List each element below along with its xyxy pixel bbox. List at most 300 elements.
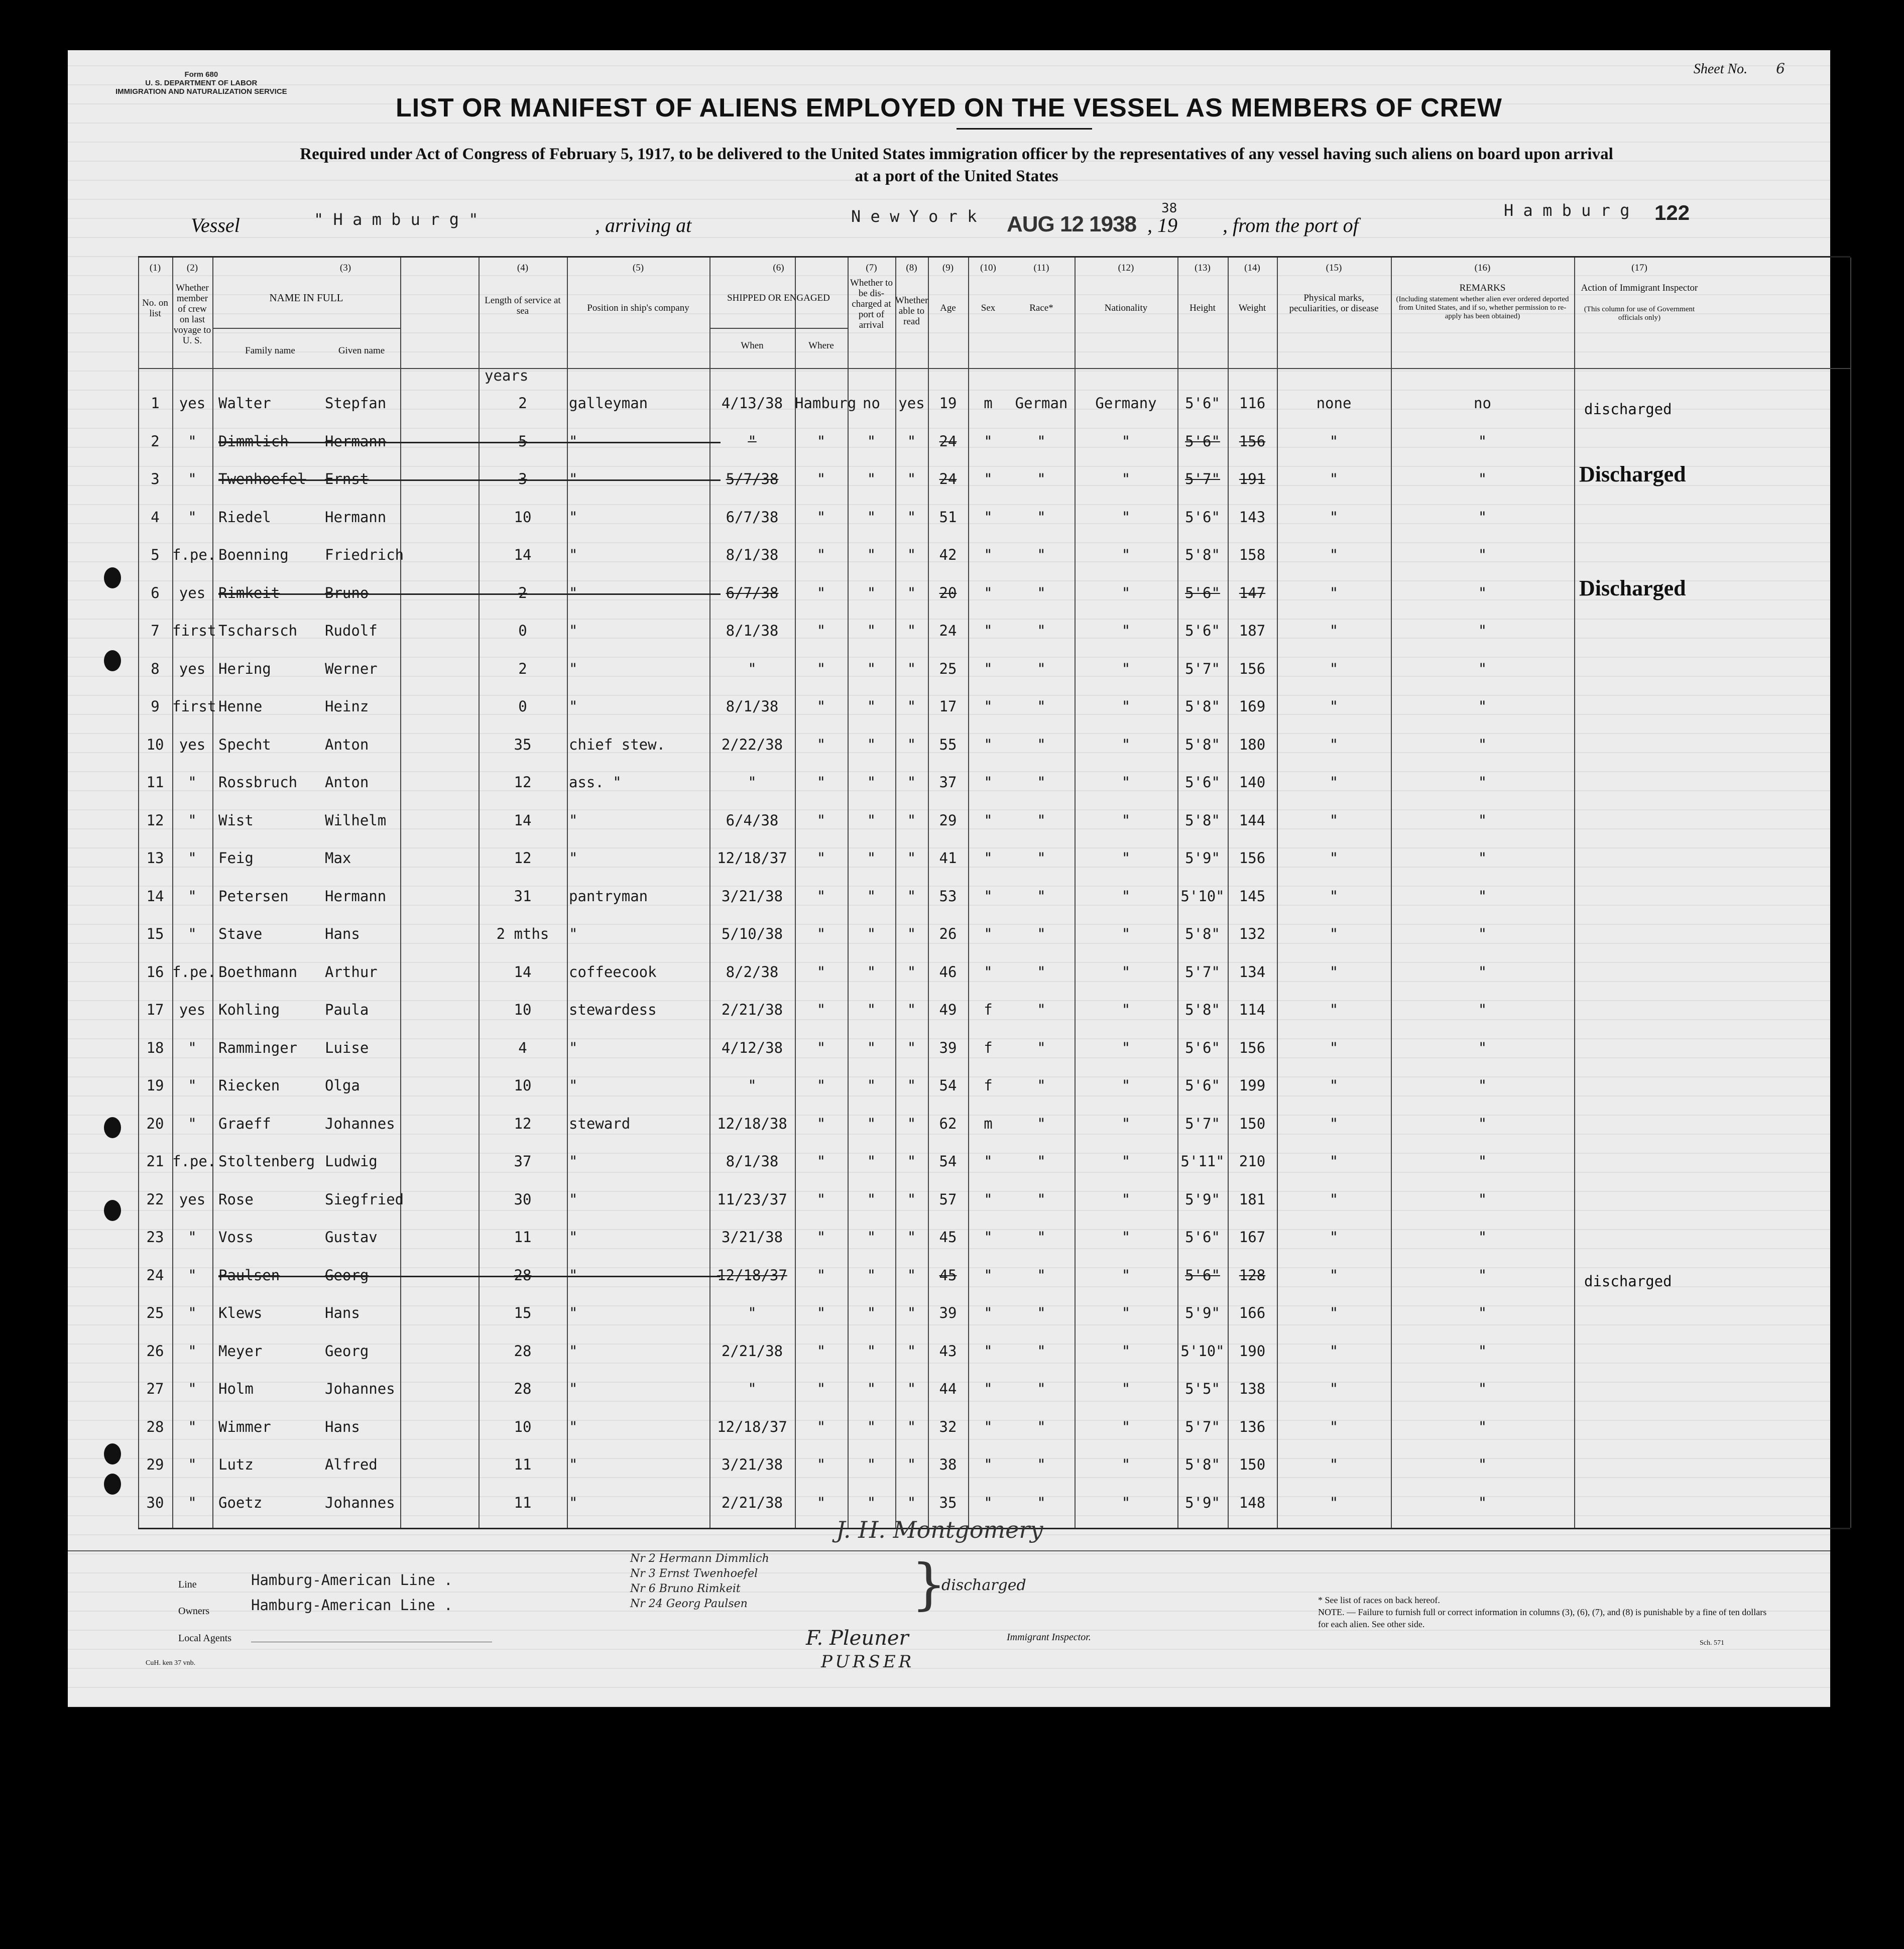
cell-nat: " (1121, 698, 1131, 715)
cell-where: Hamburg (795, 395, 857, 412)
note-penalty: NOTE. — Failure to furnish full or correct information in columns (3), (6), (7), and (8) is punishable by a fine of ten dollars for each alien. See other side. (1318, 1607, 1767, 1629)
cell-rem: " (1478, 1153, 1487, 1170)
cell-where: " (816, 1190, 826, 1208)
cell-wt: 138 (1239, 1380, 1266, 1397)
table-row (138, 992, 1850, 1029)
cell-read: " (907, 963, 916, 981)
cell-marks: " (1329, 1494, 1339, 1511)
cell-marks: " (1329, 1266, 1339, 1284)
footer-owners-value: Hamburg-American Line . (251, 1597, 453, 1614)
hand-note-2: Nr 3 Ernst Twenhoefel (630, 1567, 758, 1580)
cell-age: 44 (939, 1380, 957, 1397)
cell-giv: Hans (325, 1304, 360, 1321)
cell-sex: " (984, 925, 993, 942)
cell-len: 28 (514, 1380, 532, 1397)
inspector-action: Discharged (1579, 575, 1686, 600)
col-num-10: (10) (980, 263, 996, 273)
cell-wt: 210 (1239, 1153, 1266, 1170)
subtitle (118, 143, 1795, 187)
cell-wt: 156 (1239, 849, 1266, 867)
header-remarks-note: (Including statement whether alien ever ordered deported from United States, and if so, whether permission to re-apply has been obtained) (1396, 295, 1569, 320)
cell-len: 0 (518, 622, 527, 639)
cell-sex: " (984, 1456, 993, 1473)
footer-rule (68, 1550, 1830, 1551)
cell-read: " (907, 1418, 916, 1435)
cell-fam: Boenning (218, 546, 289, 563)
cell-sex: " (984, 1304, 993, 1321)
cell-len: 10 (514, 1001, 532, 1018)
cell-wt: 134 (1239, 963, 1266, 981)
sheet-number-label: Sheet No. (1693, 61, 1748, 77)
cell-nat: Germany (1095, 395, 1157, 412)
cell-sex: " (984, 1418, 993, 1435)
cell-ht: 5'8" (1185, 546, 1220, 563)
cell-pos: " (569, 546, 578, 563)
cell-where: " (816, 849, 826, 867)
cell-read: " (907, 1077, 916, 1094)
cell-len: 12 (514, 1115, 532, 1132)
cell-pos: " (569, 811, 578, 829)
hand-note-3: Nr 6 Bruno Rimkeit (630, 1582, 741, 1595)
cell-marks: " (1329, 508, 1339, 526)
cell-fam: Rose (218, 1190, 254, 1208)
cell-marks: " (1329, 698, 1339, 715)
cell-prev: f.pe. (172, 1153, 216, 1170)
table-row (138, 1333, 1850, 1371)
cell-read: " (907, 774, 916, 791)
cell-when: 2/21/38 (721, 1342, 783, 1360)
cell-len: 28 (514, 1342, 532, 1360)
cell-marks: " (1329, 1001, 1339, 1018)
table-row (138, 1068, 1850, 1105)
cell-age: 26 (939, 925, 957, 942)
cell-n: 7 (151, 622, 160, 639)
cell-when: 12/18/38 (717, 1115, 787, 1132)
cell-nat: " (1121, 1229, 1131, 1246)
print-code: CuH. ken 37 vnb. (146, 1659, 196, 1667)
cell-marks: " (1329, 1115, 1339, 1132)
cell-sex: m (984, 1115, 993, 1132)
table-row (138, 386, 1850, 423)
hand-note-1: Nr 2 Hermann Dimmlich (630, 1552, 769, 1565)
cell-wt: 150 (1239, 1115, 1266, 1132)
inspector-action: discharged (1584, 1272, 1672, 1290)
cell-read: " (907, 584, 916, 601)
cell-giv: Arthur (325, 963, 378, 981)
cell-len: 15 (514, 1304, 532, 1321)
cell-fam: Holm (218, 1380, 254, 1397)
cell-when: 12/18/37 (717, 1418, 787, 1435)
cell-wt: 132 (1239, 925, 1266, 942)
cell-len: 12 (514, 849, 532, 867)
cell-n: 16 (146, 963, 164, 981)
cell-race: " (1037, 508, 1046, 526)
binder-hole (104, 1200, 121, 1221)
cell-race: " (1037, 584, 1046, 601)
cell-rem: " (1478, 1229, 1487, 1246)
cell-len: 11 (514, 1229, 532, 1246)
cell-sex: " (984, 887, 993, 905)
cell-marks: " (1329, 470, 1339, 488)
cell-prev: " (188, 811, 197, 829)
cell-pos: " (569, 508, 578, 526)
cell-race: " (1037, 1001, 1046, 1018)
note-races: * See list of races on back hereof. (1318, 1595, 1440, 1605)
cell-rem: " (1478, 698, 1487, 715)
cell-wt: 140 (1239, 774, 1266, 791)
cell-fam: Tscharsch (218, 622, 298, 639)
cell-ht: 5'8" (1185, 925, 1220, 942)
cell-when: 3/21/38 (721, 1229, 783, 1246)
cell-dis: " (867, 1494, 876, 1511)
cell-n: 10 (146, 736, 164, 753)
cell-ht: 5'6" (1185, 622, 1220, 639)
inspector-label: Immigrant Inspector. (1007, 1632, 1091, 1643)
cell-rem: " (1478, 470, 1487, 488)
cell-fam: Rossbruch (218, 774, 298, 791)
cell-prev: " (188, 508, 197, 526)
schedule-number: Sch. 571 (1700, 1639, 1724, 1647)
form-dept: U. S. DEPARTMENT OF LABOR (145, 79, 258, 87)
cell-giv: Anton (325, 774, 369, 791)
cell-pos: " (569, 1039, 578, 1056)
footer-line-label: Line (178, 1579, 197, 1590)
col-num-13: (13) (1195, 263, 1211, 273)
cell-ht: 5'8" (1185, 1001, 1220, 1018)
cell-len: 30 (514, 1190, 532, 1208)
inspector-action: discharged (1584, 401, 1672, 418)
cell-ht: 5'7" (1185, 660, 1220, 677)
cell-read: " (907, 546, 916, 563)
cell-dis: " (867, 1229, 876, 1246)
cell-len: 31 (514, 887, 532, 905)
cell-ht: 5'6" (1185, 1229, 1220, 1246)
cell-when: 2/22/38 (721, 736, 783, 753)
table-row (138, 727, 1850, 764)
cell-ht: 5'7" (1185, 963, 1220, 981)
cell-pos: chief stew. (569, 736, 666, 753)
cell-read: " (907, 1304, 916, 1321)
cell-read: " (907, 1266, 916, 1284)
cell-fam: Petersen (218, 887, 289, 905)
subtitle-line-2: at a port of the United States (855, 167, 1058, 185)
cell-wt: 181 (1239, 1190, 1266, 1208)
strike-line (218, 479, 721, 481)
cell-where: " (816, 963, 826, 981)
cell-pos: " (569, 1229, 578, 1246)
cell-prev: yes (179, 395, 206, 412)
page-title: LIST OR MANIFEST OF ALIENS EMPLOYED ON THE VESSEL AS MEMBERS OF CREW (396, 93, 1502, 123)
cell-giv: Ludwig (325, 1153, 378, 1170)
cell-read: " (907, 660, 916, 677)
cell-n: 4 (151, 508, 160, 526)
table-row (138, 954, 1850, 992)
cell-nat: " (1121, 811, 1131, 829)
cell-read: " (907, 736, 916, 753)
cell-pos: " (569, 1494, 578, 1511)
cell-nat: " (1121, 1494, 1131, 1511)
cell-prev: " (188, 774, 197, 791)
cell-giv: Friedrich (325, 546, 404, 563)
col-num-3: (3) (339, 263, 351, 273)
cell-dis: " (867, 774, 876, 791)
cell-dis: " (867, 622, 876, 639)
header-inspector-action: Action of Immigrant Inspector (1581, 283, 1698, 293)
cell-where: " (816, 1304, 826, 1321)
cell-where: " (816, 660, 826, 677)
cell-race: " (1037, 1229, 1046, 1246)
cell-dis: " (867, 925, 876, 942)
cell-giv: Paula (325, 1001, 369, 1018)
cell-race: " (1037, 1115, 1046, 1132)
inspector-action: Discharged (1579, 462, 1686, 486)
cell-pos: " (569, 925, 578, 942)
cell-pos: pantryman (569, 887, 648, 905)
cell-n: 24 (146, 1266, 164, 1284)
cell-marks: " (1329, 1342, 1339, 1360)
cell-read: " (907, 622, 916, 639)
cell-when: 12/18/37 (717, 1266, 787, 1284)
cell-age: 43 (939, 1342, 957, 1360)
cell-nat: " (1121, 584, 1131, 601)
cell-prev: yes (179, 660, 206, 677)
form-info (115, 70, 287, 96)
cell-marks: " (1329, 1380, 1339, 1397)
table-row (138, 689, 1850, 726)
cell-fam: Kohling (218, 1001, 280, 1018)
cell-prev: " (188, 925, 197, 942)
years-label: years (485, 367, 529, 384)
cell-sex: f (984, 1001, 993, 1018)
table-row (138, 803, 1850, 840)
cell-rem: " (1478, 963, 1487, 981)
cell-n: 28 (146, 1418, 164, 1435)
cell-when: " (748, 432, 757, 450)
cell-fam: Riedel (218, 508, 271, 526)
cell-rem: " (1478, 849, 1487, 867)
cell-race: " (1037, 1380, 1046, 1397)
year-value: 38 (1161, 201, 1177, 216)
cell-when: 5/7/38 (726, 470, 779, 488)
cell-giv: Hermann (325, 432, 387, 450)
cell-race: " (1037, 1418, 1046, 1435)
cell-fam: Klews (218, 1304, 263, 1321)
cell-sex: " (984, 698, 993, 715)
cell-read: " (907, 698, 916, 715)
strike-line (218, 442, 721, 443)
cell-sex: " (984, 1229, 993, 1246)
cell-len: 28 (514, 1266, 532, 1284)
cell-prev: " (188, 1304, 197, 1321)
header-age: Age (940, 303, 956, 313)
cell-age: 24 (939, 470, 957, 488)
cell-dis: " (867, 470, 876, 488)
header-no-on-list: No. on list (142, 298, 168, 319)
cell-nat: " (1121, 660, 1131, 677)
cell-prev: " (188, 1456, 197, 1473)
cell-nat: " (1121, 1380, 1131, 1397)
cell-ht: 5'10" (1180, 1342, 1225, 1360)
cell-len: 14 (514, 546, 532, 563)
cell-fam: Henne (218, 698, 263, 715)
cell-pos: " (569, 432, 578, 450)
binder-hole (104, 567, 121, 588)
cell-ht: 5'7" (1185, 1418, 1220, 1435)
cell-giv: Gustav (325, 1229, 378, 1246)
cell-where: " (816, 1266, 826, 1284)
cell-age: 32 (939, 1418, 957, 1435)
cell-dis: " (867, 1380, 876, 1397)
cell-wt: 167 (1239, 1229, 1266, 1246)
cell-wt: 147 (1239, 584, 1266, 601)
cell-sex: " (984, 736, 993, 753)
cell-age: 39 (939, 1304, 957, 1321)
cell-when: 3/21/38 (721, 887, 783, 905)
footer-notes (1318, 1594, 1770, 1630)
cell-nat: " (1121, 1456, 1131, 1473)
cell-when: 12/18/37 (717, 849, 787, 867)
cell-len: 11 (514, 1456, 532, 1473)
cell-when: 2/21/38 (721, 1494, 783, 1511)
cell-rem: " (1478, 1304, 1487, 1321)
cell-prev: " (188, 1342, 197, 1360)
table-row (138, 1258, 1850, 1295)
sheet-number-value: 6 (1776, 60, 1785, 77)
cell-giv: Georg (325, 1342, 369, 1360)
cell-dis: " (867, 1153, 876, 1170)
cell-read: " (907, 1153, 916, 1170)
cell-len: 10 (514, 508, 532, 526)
cell-n: 15 (146, 925, 164, 942)
cell-nat: " (1121, 470, 1131, 488)
cell-rem: " (1478, 1039, 1487, 1056)
cell-dis: " (867, 811, 876, 829)
cell-nat: " (1121, 963, 1131, 981)
cell-fam: Stave (218, 925, 263, 942)
cell-age: 62 (939, 1115, 957, 1132)
cell-rem: " (1478, 774, 1487, 791)
cell-marks: " (1329, 660, 1339, 677)
table-row (138, 1030, 1850, 1067)
cell-when: 8/1/38 (726, 698, 779, 715)
header-where: Where (808, 340, 834, 351)
cell-n: 12 (146, 811, 164, 829)
cell-age: 24 (939, 432, 957, 450)
cell-dis: " (867, 1456, 876, 1473)
cell-ht: 5'8" (1185, 698, 1220, 715)
cell-pos: coffeecook (569, 963, 657, 981)
cell-where: " (816, 1342, 826, 1360)
cell-nat: " (1121, 774, 1131, 791)
cell-where: " (816, 736, 826, 753)
cell-wt: 144 (1239, 811, 1266, 829)
cell-nat: " (1121, 1039, 1131, 1056)
cell-prev: " (188, 1229, 197, 1246)
table-row (138, 500, 1850, 537)
cell-n: 22 (146, 1190, 164, 1208)
handwritten-discharged: discharged (941, 1576, 1026, 1594)
cell-sex: " (984, 1380, 993, 1397)
cell-len: 5 (518, 432, 527, 450)
cell-where: " (816, 925, 826, 942)
cell-len: 11 (514, 1494, 532, 1511)
cell-nat: " (1121, 1266, 1131, 1284)
cell-age: 57 (939, 1190, 957, 1208)
cell-nat: " (1121, 925, 1131, 942)
cell-race: " (1037, 546, 1046, 563)
vessel-label: Vessel (191, 214, 240, 236)
cell-ht: 5'6" (1185, 1077, 1220, 1094)
header-last-voyage: Whether member of crew on last voyage to U. S. (173, 283, 211, 346)
table-row (138, 613, 1850, 650)
footer-owners-label: Owners (178, 1606, 210, 1617)
cell-n: 14 (146, 887, 164, 905)
cell-len: 10 (514, 1077, 532, 1094)
cell-where: " (816, 508, 826, 526)
cell-n: 6 (151, 584, 160, 601)
cell-where: " (816, 1115, 826, 1132)
col-num-6: (6) (773, 263, 784, 273)
cell-giv: Hans (325, 1418, 360, 1435)
cell-ht: 5'8" (1185, 811, 1220, 829)
header-when: When (741, 340, 764, 351)
cell-n: 11 (146, 774, 164, 791)
cell-pos: " (569, 1418, 578, 1435)
cell-read: " (907, 1456, 916, 1473)
cell-age: 39 (939, 1039, 957, 1056)
cell-race: " (1037, 1077, 1046, 1094)
cell-sex: " (984, 432, 993, 450)
handwritten-discharge-list (630, 1551, 769, 1612)
cell-ht: 5'5" (1185, 1380, 1220, 1397)
cell-sex: " (984, 660, 993, 677)
cell-pos: " (569, 622, 578, 639)
cell-rem: " (1478, 1190, 1487, 1208)
cell-age: 37 (939, 774, 957, 791)
subtitle-line-1: Required under Act of Congress of February 5, 1917, to be delivered to the United States immigration officer by the representatives of any vessel having such aliens on board upon arrival (300, 145, 1613, 163)
cell-pos: stewardess (569, 1001, 657, 1018)
cell-rem: " (1478, 1342, 1487, 1360)
cell-dis: " (867, 698, 876, 715)
cell-age: 17 (939, 698, 957, 715)
cell-ht: 5'9" (1185, 1190, 1220, 1208)
table-row (138, 879, 1850, 916)
cell-age: 29 (939, 811, 957, 829)
cell-fam: Lutz (218, 1456, 254, 1473)
cell-age: 45 (939, 1266, 957, 1284)
cell-fam: Riecken (218, 1077, 280, 1094)
cell-giv: Rudolf (325, 622, 378, 639)
cell-marks: " (1329, 1039, 1339, 1056)
cell-read: " (907, 1190, 916, 1208)
cell-where: " (816, 1456, 826, 1473)
cell-nat: " (1121, 508, 1131, 526)
cell-wt: 166 (1239, 1304, 1266, 1321)
cell-wt: 191 (1239, 470, 1266, 488)
cell-sex: " (984, 811, 993, 829)
cell-rem: " (1478, 925, 1487, 942)
header-able-to-read: Whether able to read (895, 295, 928, 327)
manifest-table (138, 256, 1850, 1529)
footer-agents-label: Local Agents (178, 1633, 232, 1644)
cell-giv: Hermann (325, 887, 387, 905)
cell-giv: Johannes (325, 1494, 395, 1511)
cell-when: " (748, 1380, 757, 1397)
cell-fam: Wist (218, 811, 254, 829)
cell-prev: yes (179, 1001, 206, 1018)
cell-when: 11/23/37 (717, 1190, 787, 1208)
brace: } (911, 1552, 946, 1616)
